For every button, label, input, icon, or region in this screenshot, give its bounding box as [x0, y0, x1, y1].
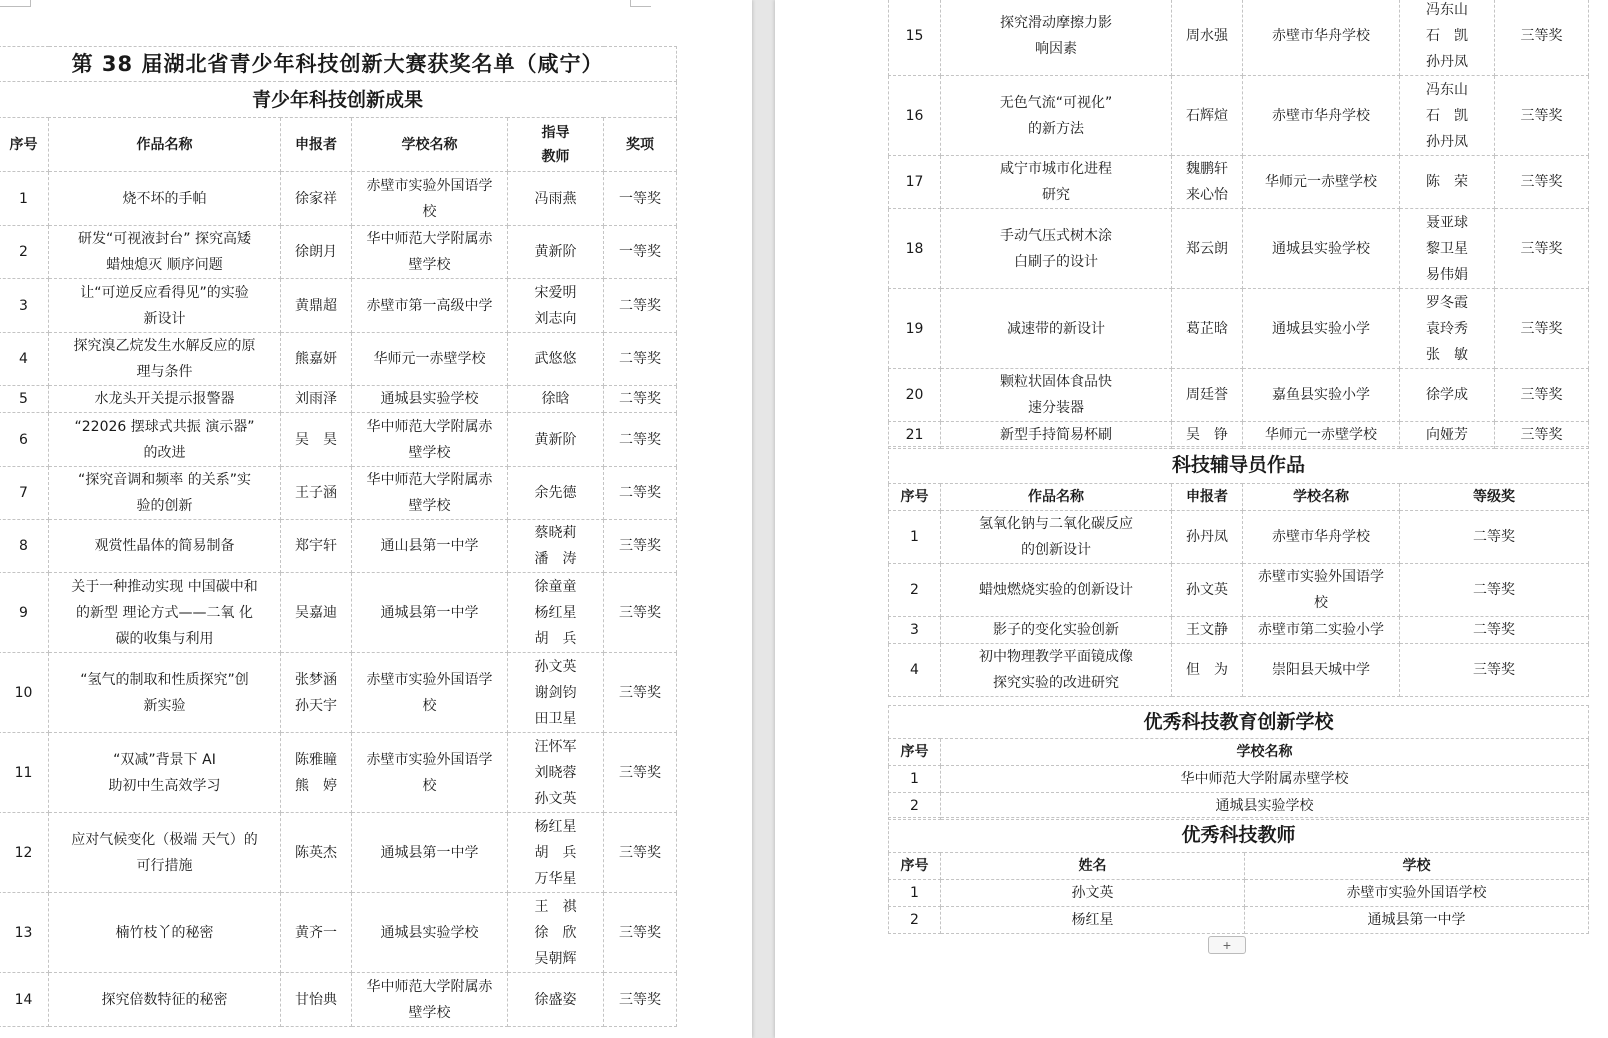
table-row — [0, 333, 677, 386]
cell-name: “氢气的制取和性质探究”创 新实验 — [49, 653, 281, 733]
cell-applicant: 刘雨泽 — [281, 386, 352, 413]
cell-award: 三等奖 — [604, 733, 677, 813]
cell-applicant: 陈英杰 — [281, 813, 352, 893]
cell-name: 探究滑动摩擦力影 响因素 — [941, 0, 1172, 76]
cell-applicant: 周廷誉 — [1172, 369, 1243, 422]
cell-applicant: 徐家祥 — [281, 172, 352, 226]
header-cell: 申报者 — [281, 118, 352, 172]
header-cell: 序号 — [0, 118, 49, 172]
cell-school: 华师元一赤壁学校 — [1243, 156, 1400, 209]
cell-no: 1 — [889, 511, 941, 564]
cell-no: 20 — [889, 369, 941, 422]
cell-name: 氢氧化钠与二氧化碳反应 的创新设计 — [941, 511, 1172, 564]
cell-teacher: 徐童童 杨红星 胡 兵 — [508, 573, 604, 653]
cell-applicant: 熊嘉妍 — [281, 333, 352, 386]
cell-no: 13 — [0, 893, 49, 973]
table-row — [0, 226, 677, 279]
cell-applicant: 魏鹏轩 来心怡 — [1172, 156, 1243, 209]
header-cell: 申报者 — [1172, 484, 1243, 511]
cell-applicant: 吴 铮 — [1172, 422, 1243, 449]
cell-award: 三等奖 — [1495, 156, 1589, 209]
achievements-table-part1 — [0, 46, 677, 1027]
cell-teacher: 汪怀军 刘晓蓉 孙文英 — [508, 733, 604, 813]
cell-award: 二等奖 — [1400, 511, 1589, 564]
cell-name: 减速带的新设计 — [941, 289, 1172, 369]
cell-name: 观赏性晶体的简易制备 — [49, 520, 281, 573]
table-header-row — [889, 484, 1589, 511]
cell-no: 1 — [889, 766, 941, 793]
cell-no: 2 — [889, 907, 941, 934]
table-row — [889, 369, 1589, 422]
page-corner-mark — [0, 0, 31, 7]
cell-no: 15 — [889, 0, 941, 76]
document-page-left — [0, 0, 752, 1038]
table-row — [889, 564, 1589, 617]
cell-applicant: 郑云朗 — [1172, 209, 1243, 289]
cell-name: 研发“可视液封台” 探究高矮 蜡烛熄灭 顺序问题 — [49, 226, 281, 279]
cell-no: 1 — [0, 172, 49, 226]
cell-award: 三等奖 — [604, 973, 677, 1027]
cell-award: 二等奖 — [604, 333, 677, 386]
cell-teacher: 王 祺 徐 欣 吴朝辉 — [508, 893, 604, 973]
cell-no: 9 — [0, 573, 49, 653]
cell-award: 二等奖 — [604, 386, 677, 413]
cell-applicant: 周水强 — [1172, 0, 1243, 76]
header-cell: 姓名 — [941, 853, 1245, 880]
cell-name: “22026 摆球式共振 演示器” 的改进 — [49, 413, 281, 467]
cell-applicant: 但 为 — [1172, 644, 1243, 697]
cell-name: 颗粒状固体食品快 速分装器 — [941, 369, 1172, 422]
table-row — [0, 386, 677, 413]
cell-name: 咸宁市城市化进程 研究 — [941, 156, 1172, 209]
cell-school: 赤壁市实验外国语学 校 — [352, 172, 508, 226]
cell-no: 2 — [889, 564, 941, 617]
cell-award: 三等奖 — [1495, 0, 1589, 76]
cell-school: 通城县实验学校 — [941, 793, 1589, 820]
header-cell: 学校名称 — [352, 118, 508, 172]
header-cell: 作品名称 — [941, 484, 1172, 511]
cell-applicant: 孙文英 — [1172, 564, 1243, 617]
cell-name: “双减”背景下 AI 助初中生高效学习 — [49, 733, 281, 813]
cell-name: “探究音调和频率 的关系”实 验的创新 — [49, 467, 281, 520]
cell-school: 通城县第一中学 — [1245, 907, 1589, 934]
table-row — [0, 520, 677, 573]
cell-applicant: 孙丹凤 — [1172, 511, 1243, 564]
cell-teacher: 冯雨燕 — [508, 172, 604, 226]
cell-no: 4 — [0, 333, 49, 386]
cell-teacher: 冯东山 石 凯 孙丹凤 — [1400, 0, 1495, 76]
cell-award: 三等奖 — [1495, 76, 1589, 156]
cell-no: 7 — [0, 467, 49, 520]
cell-applicant: 黄鼎超 — [281, 279, 352, 333]
cell-no: 16 — [889, 76, 941, 156]
cell-school: 通城县实验学校 — [1243, 209, 1400, 289]
cell-award: 三等奖 — [604, 893, 677, 973]
table-row — [889, 907, 1589, 934]
cell-no: 1 — [889, 880, 941, 907]
page-corner-mark — [630, 0, 651, 7]
cell-teacher: 杨红星 胡 兵 万华星 — [508, 813, 604, 893]
header-cell: 学校 — [1245, 853, 1589, 880]
cell-name: 手动气压式树木涂 白刷子的设计 — [941, 209, 1172, 289]
cell-teacher: 蔡晓莉 潘 涛 — [508, 520, 604, 573]
cell-award: 三等奖 — [1495, 369, 1589, 422]
cell-school: 赤壁市第一高级中学 — [352, 279, 508, 333]
cell-school: 华师元一赤壁学校 — [1243, 422, 1400, 449]
cell-name: 应对气候变化（极端 天气）的 可行措施 — [49, 813, 281, 893]
cell-no: 2 — [889, 793, 941, 820]
cell-school: 华中师范大学附属赤 壁学校 — [352, 413, 508, 467]
cell-school: 赤壁市第二实验小学 — [1243, 617, 1400, 644]
cell-applicant: 吴 昊 — [281, 413, 352, 467]
cell-award: 一等奖 — [604, 172, 677, 226]
cell-name: 探究倍数特征的秘密 — [49, 973, 281, 1027]
cell-award: 一等奖 — [604, 226, 677, 279]
cell-award: 二等奖 — [604, 279, 677, 333]
cell-applicant: 张梦涵 孙天宇 — [281, 653, 352, 733]
cell-name: 新型手持简易杯刷 — [941, 422, 1172, 449]
table-row — [0, 467, 677, 520]
cell-no: 11 — [0, 733, 49, 813]
cell-name: 无色气流“可视化” 的新方法 — [941, 76, 1172, 156]
cell-no: 3 — [889, 617, 941, 644]
table-row — [0, 973, 677, 1027]
cell-name: 烧不坏的手帕 — [49, 172, 281, 226]
table-row — [0, 172, 677, 226]
cell-school: 通城县实验小学 — [1243, 289, 1400, 369]
cell-no: 18 — [889, 209, 941, 289]
cell-award: 三等奖 — [1495, 422, 1589, 449]
section-title-schools: 优秀科技教育创新学校 — [889, 706, 1589, 739]
cell-applicant: 郑宇轩 — [281, 520, 352, 573]
document-page-right — [775, 0, 1608, 1038]
schools-table — [888, 705, 1589, 820]
document-title: 第 38 届湖北省青少年科技创新大赛获奖名单（咸宁） — [0, 47, 677, 82]
cell-teacher: 徐晗 — [508, 386, 604, 413]
cell-teacher: 余先德 — [508, 467, 604, 520]
table-row — [889, 880, 1589, 907]
cell-applicant: 黄齐一 — [281, 893, 352, 973]
cell-name: 让“可逆反应看得见”的实验 新设计 — [49, 279, 281, 333]
cell-award: 三等奖 — [604, 813, 677, 893]
table-row — [889, 289, 1589, 369]
cell-no: 4 — [889, 644, 941, 697]
cell-school: 华中师范大学附属赤 壁学校 — [352, 467, 508, 520]
cell-name: 楠竹枝丫的秘密 — [49, 893, 281, 973]
cell-no: 5 — [0, 386, 49, 413]
table-row — [889, 422, 1589, 449]
table-row — [889, 209, 1589, 289]
cell-name: 关于一种推动实现 中国碳中和 的新型 理论方式——二氧 化 碳的收集与利用 — [49, 573, 281, 653]
cell-teacher: 徐盛姿 — [508, 973, 604, 1027]
cell-school: 赤壁市华舟学校 — [1243, 511, 1400, 564]
cell-award: 三等奖 — [1495, 209, 1589, 289]
cell-no: 14 — [0, 973, 49, 1027]
header-cell: 学校名称 — [1243, 484, 1400, 511]
cell-school: 赤壁市实验外国语学 校 — [352, 653, 508, 733]
cell-no: 12 — [0, 813, 49, 893]
cell-award: 三等奖 — [1400, 644, 1589, 697]
cell-no: 17 — [889, 156, 941, 209]
cell-teacher: 向娅芳 — [1400, 422, 1495, 449]
cell-no: 2 — [0, 226, 49, 279]
cell-award: 三等奖 — [604, 520, 677, 573]
cell-school: 崇阳县天城中学 — [1243, 644, 1400, 697]
cell-teacher: 武悠悠 — [508, 333, 604, 386]
cell-teacher: 罗冬霞 袁玲秀 张 敏 — [1400, 289, 1495, 369]
table-row — [0, 893, 677, 973]
header-cell: 指导 教师 — [508, 118, 604, 172]
cell-no: 8 — [0, 520, 49, 573]
table-row — [889, 0, 1589, 76]
table-row — [0, 573, 677, 653]
cell-school: 通城县第一中学 — [352, 573, 508, 653]
cell-school: 通城县实验学校 — [352, 386, 508, 413]
table-row — [889, 511, 1589, 564]
cell-award: 三等奖 — [604, 573, 677, 653]
cell-applicant: 吴嘉迪 — [281, 573, 352, 653]
cell-school: 赤壁市华舟学校 — [1243, 0, 1400, 76]
cell-teacher: 聂亚球 黎卫星 易伟娟 — [1400, 209, 1495, 289]
cell-name: 蜡烛燃烧实验的创新设计 — [941, 564, 1172, 617]
header-cell: 序号 — [889, 853, 941, 880]
cell-no: 10 — [0, 653, 49, 733]
cell-name: 杨红星 — [941, 907, 1245, 934]
section-title-tutors: 科技辅导员作品 — [889, 447, 1589, 484]
table-header-row — [0, 118, 677, 172]
cell-teacher: 徐学成 — [1400, 369, 1495, 422]
cell-award: 二等奖 — [604, 413, 677, 467]
table-row — [889, 76, 1589, 156]
cell-no: 6 — [0, 413, 49, 467]
cell-school: 通城县实验学校 — [352, 893, 508, 973]
achievements-table-part2 — [888, 0, 1589, 449]
header-cell: 学校名称 — [941, 739, 1589, 766]
cell-teacher: 宋爱明 刘志向 — [508, 279, 604, 333]
table-row — [889, 793, 1589, 820]
cell-award: 三等奖 — [1495, 289, 1589, 369]
cell-school: 赤壁市实验外国语学 校 — [352, 733, 508, 813]
cell-name: 孙文英 — [941, 880, 1245, 907]
cell-award: 二等奖 — [1400, 617, 1589, 644]
cell-teacher: 孙文英 谢剑钧 田卫星 — [508, 653, 604, 733]
table-row — [889, 766, 1589, 793]
table-row — [0, 813, 677, 893]
cell-name: 水龙头开关提示报警器 — [49, 386, 281, 413]
tutors-table — [888, 446, 1589, 697]
cell-school: 赤壁市华舟学校 — [1243, 76, 1400, 156]
cell-teacher: 冯东山 石 凯 孙丹凤 — [1400, 76, 1495, 156]
header-cell: 等级奖 — [1400, 484, 1589, 511]
cell-teacher: 黄新阶 — [508, 226, 604, 279]
cell-award: 二等奖 — [604, 467, 677, 520]
table-row — [0, 279, 677, 333]
cell-teacher: 黄新阶 — [508, 413, 604, 467]
cell-school: 通山县第一中学 — [352, 520, 508, 573]
cell-applicant: 陈雅瞳 熊 婷 — [281, 733, 352, 813]
cell-name: 探究溴乙烷发生水解反应的原 理与条件 — [49, 333, 281, 386]
cell-applicant: 石辉煊 — [1172, 76, 1243, 156]
header-cell: 序号 — [889, 739, 941, 766]
cell-award: 二等奖 — [1400, 564, 1589, 617]
table-row — [0, 653, 677, 733]
cell-no: 3 — [0, 279, 49, 333]
cell-school: 赤壁市实验外国语学校 — [1245, 880, 1589, 907]
header-cell: 作品名称 — [49, 118, 281, 172]
cell-applicant: 王文静 — [1172, 617, 1243, 644]
section-title-teachers: 优秀科技教师 — [889, 818, 1589, 853]
cell-school: 华中师范大学附属赤 壁学校 — [352, 226, 508, 279]
add-row-button[interactable]: + — [1208, 936, 1246, 954]
cell-no: 21 — [889, 422, 941, 449]
cell-award: 三等奖 — [604, 653, 677, 733]
cell-applicant: 葛芷晗 — [1172, 289, 1243, 369]
table-row — [0, 733, 677, 813]
table-row — [889, 644, 1589, 697]
table-row — [0, 413, 677, 467]
cell-school: 华中师范大学附属赤 壁学校 — [352, 973, 508, 1027]
cell-applicant: 徐朗月 — [281, 226, 352, 279]
cell-teacher: 陈 荣 — [1400, 156, 1495, 209]
cell-applicant: 甘怡典 — [281, 973, 352, 1027]
cell-school: 通城县第一中学 — [352, 813, 508, 893]
teachers-table — [888, 817, 1589, 934]
table-row — [889, 617, 1589, 644]
cell-school: 华师元一赤壁学校 — [352, 333, 508, 386]
cell-name: 影子的变化实验创新 — [941, 617, 1172, 644]
table-header-row — [889, 853, 1589, 880]
table-header-row — [889, 739, 1589, 766]
header-cell: 序号 — [889, 484, 941, 511]
cell-no: 19 — [889, 289, 941, 369]
cell-school: 嘉鱼县实验小学 — [1243, 369, 1400, 422]
cell-school: 华中师范大学附属赤壁学校 — [941, 766, 1589, 793]
header-cell: 奖项 — [604, 118, 677, 172]
cell-applicant: 王子涵 — [281, 467, 352, 520]
cell-name: 初中物理教学平面镜成像 探究实验的改进研究 — [941, 644, 1172, 697]
cell-school: 赤壁市实验外国语学 校 — [1243, 564, 1400, 617]
table-row — [889, 156, 1589, 209]
section-title-achievements: 青少年科技创新成果 — [0, 82, 677, 118]
